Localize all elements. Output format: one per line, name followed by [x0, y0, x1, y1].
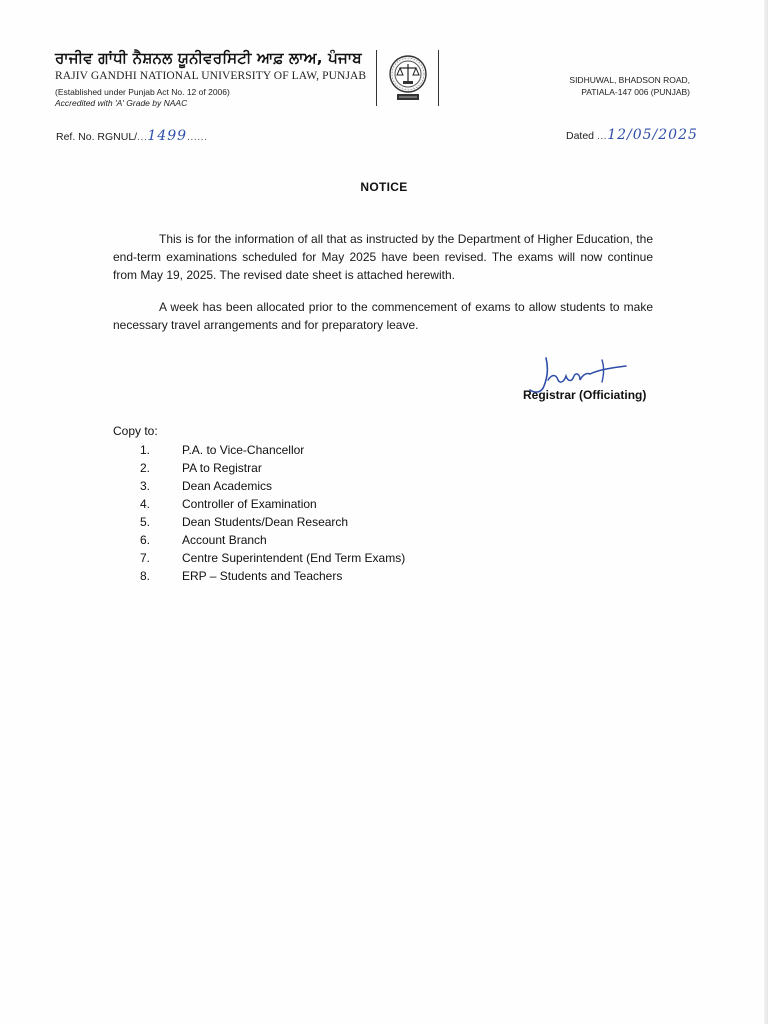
university-name-english: RAJIV GANDHI NATIONAL UNIVERSITY OF LAW, PUNJAB	[55, 70, 367, 82]
ref-dots-after: ......	[187, 131, 208, 143]
notice-paragraph-1: This is for the information of all that as instructed by the Department of Higher Education, the end-term examinations scheduled for May 2025 have been revised. The exams will now continue from May 19, 2025. The revised date sheet is attached herewith.	[113, 232, 653, 282]
list-item-text: PA to Registrar	[182, 461, 262, 475]
list-item-text: Dean Students/Dean Research	[182, 515, 349, 529]
list-item-text: Dean Academics	[182, 479, 273, 493]
list-item-text: P.A. to Vice-Chancellor	[182, 443, 305, 457]
notice-title: NOTICE	[360, 180, 408, 194]
header-divider-right	[438, 50, 439, 106]
date-handwritten: 12/05/2025	[607, 127, 698, 143]
header-divider-left	[376, 50, 377, 106]
list-item	[140, 549, 405, 567]
letterhead	[55, 48, 375, 109]
list-item	[140, 567, 405, 585]
reference-number	[56, 128, 208, 144]
signatory-designation: Registrar (Officiating)	[523, 388, 647, 402]
list-item-number: 2.	[140, 461, 151, 475]
address-line-1: SIDHUWAL, BHADSON ROAD,	[569, 75, 690, 85]
ref-label: Ref. No. RGNUL/	[56, 131, 138, 143]
page-edge-shadow	[764, 0, 768, 1024]
established-note: (Established under Punjab Act No. 12 of 2006)	[55, 87, 230, 97]
list-item-number: 5.	[140, 515, 151, 529]
list-item-text: ERP – Students and Teachers	[182, 569, 343, 583]
list-item	[140, 513, 405, 531]
list-item-number: 6.	[140, 533, 151, 547]
list-item-text: Account Branch	[182, 533, 267, 547]
list-item-number: 4.	[140, 497, 151, 511]
copy-to-list	[140, 441, 405, 585]
list-item	[140, 495, 405, 513]
accreditation-note: Accredited with 'A' Grade by NAAC	[55, 98, 188, 108]
dated-label: Dated	[566, 130, 597, 142]
ref-dots-before: ...	[137, 131, 148, 143]
date-field	[566, 127, 698, 143]
university-name-punjabi: ਰਾਜੀਵ ਗਾਂਧੀ ਨੈਸ਼ਨਲ ਯੂਨੀਵਰਸਿਟੀ ਆਫ਼ ਲਾਅ, ਪੰਜਾਬ	[55, 49, 362, 67]
list-item	[140, 441, 405, 459]
list-item	[140, 459, 405, 477]
list-item	[140, 477, 405, 495]
ref-number-handwritten: 1499	[147, 128, 188, 144]
list-item	[140, 531, 405, 549]
list-item-number: 7.	[140, 551, 151, 565]
list-item-text: Controller of Examination	[182, 497, 317, 511]
list-item-text: Centre Superintendent (End Term Exams)	[182, 551, 406, 565]
list-item-number: 8.	[140, 569, 151, 583]
dated-dots: ...	[596, 130, 608, 142]
list-item-number: 3.	[140, 479, 151, 493]
address-line-2: PATIALA-147 006 (PUNJAB)	[581, 87, 690, 97]
notice-paragraph-2: A week has been allocated prior to the commencement of exams to allow students to make necessary travel arrangements and for preparatory leave.	[113, 300, 653, 332]
university-emblem-icon	[384, 52, 432, 104]
copy-to-label: Copy to:	[113, 424, 158, 438]
list-item-number: 1.	[140, 443, 151, 457]
university-address	[569, 74, 690, 98]
